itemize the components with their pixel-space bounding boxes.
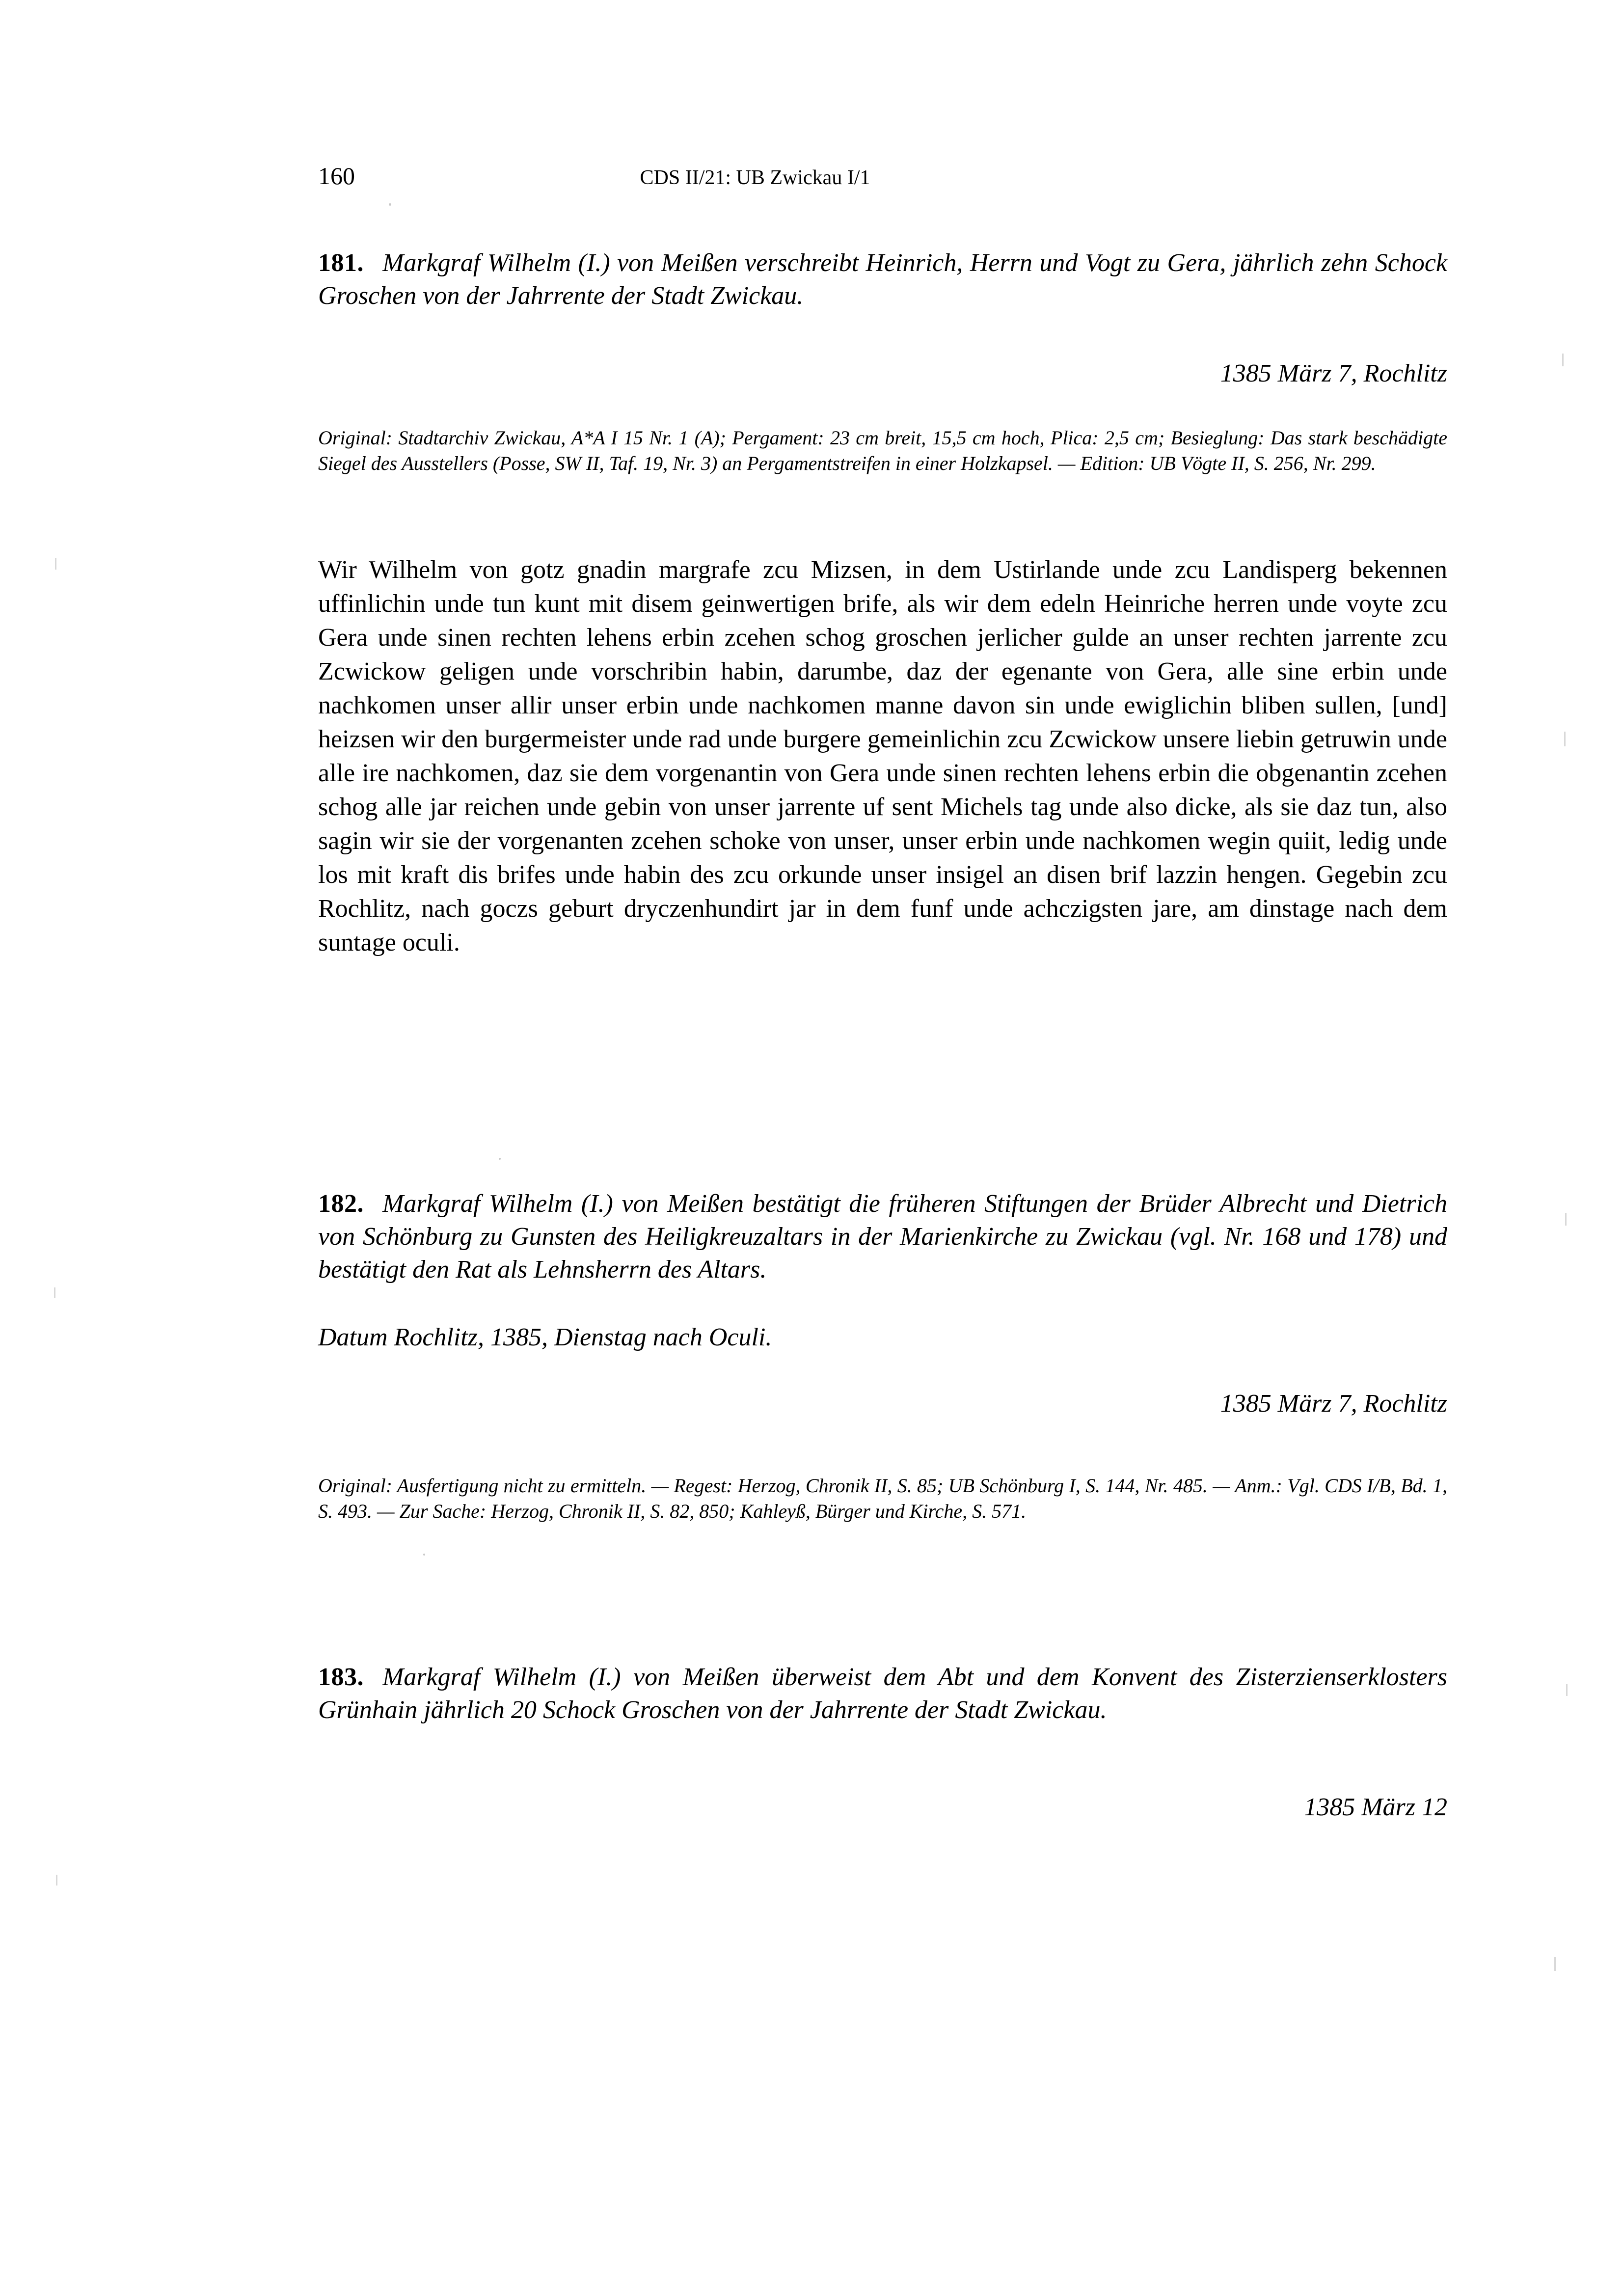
- scan-edge-mark: [1565, 1213, 1567, 1226]
- entry-182-regest-text: Markgraf Wilhelm (I.) von Meißen bestätigt die früheren Stiftungen der Brüder Albrecht und Dietrich von Schönburg zu Gunsten des Heiligkreuzaltars in der Marienkirche zu Zwickau (vgl. Nr. 168 und 178) und bestätigt den Rat als Lehnsherrn des Altars.: [318, 1190, 1447, 1284]
- running-head-title: CDS II/21: UB Zwickau I/1: [640, 166, 870, 189]
- scan-speck: [499, 1158, 501, 1160]
- scan-edge-mark: [55, 558, 56, 570]
- entry-183-dateline: 1385 März 12: [1304, 1793, 1447, 1821]
- scan-edge-mark: [1554, 1957, 1556, 1971]
- entry-183-regest: [318, 1661, 1447, 1726]
- running-head: [318, 161, 1447, 191]
- entry-181-number: 181.: [318, 249, 364, 277]
- entry-181-dateline: 1385 März 7, Rochlitz: [1220, 359, 1447, 387]
- page-number: 160: [318, 162, 355, 190]
- entry-182-regest-datum: Datum Rochlitz, 1385, Dienstag nach Oculi.: [318, 1323, 772, 1351]
- scan-speck: [389, 203, 391, 206]
- scan-edge-mark: [1564, 732, 1566, 746]
- scan-speck: [423, 1554, 425, 1556]
- entry-181-regest: [318, 246, 1447, 312]
- scan-edge-mark: [1566, 1684, 1568, 1696]
- entry-183-regest-text: Markgraf Wilhelm (I.) von Meißen überweist dem Abt und dem Konvent des Zisterzienserklosters Grünhain jährlich 20 Schock Groschen von der Jahrrente der Stadt Zwickau.: [318, 1663, 1447, 1724]
- entry-182-dateline: 1385 März 7, Rochlitz: [1220, 1390, 1447, 1418]
- entry-182-apparatus: Original: Ausfertigung nicht zu ermitteln. — Regest: Herzog, Chronik II, S. 85; UB Schönburg I, S. 144, Nr. 485. — Anm.: Vgl. CDS I/B, Bd. 1, S. 493. — Zur Sache: Herzog, Chronik II, S. 82, 850; Kahleyß, Bürger und Kirche, S. 571.: [318, 1475, 1447, 1522]
- entry-183-number: 183.: [318, 1663, 364, 1691]
- scan-edge-mark: [56, 1875, 57, 1886]
- scan-edge-mark: [54, 1287, 55, 1298]
- scan-edge-mark: [1562, 354, 1564, 366]
- entry-182-regest: [318, 1187, 1447, 1286]
- entry-181-regest-text: Markgraf Wilhelm (I.) von Meißen verschreibt Heinrich, Herrn und Vogt zu Gera, jährlich zehn Schock Groschen von der Jahrrente der Stadt Zwickau.: [318, 249, 1447, 310]
- entry-182-number: 182.: [318, 1190, 364, 1218]
- entry-181-apparatus: Original: Stadtarchiv Zwickau, A*A I 15 Nr. 1 (A); Pergament: 23 cm breit, 15,5 cm hoch, Plica: 2,5 cm; Besieglung: Das stark beschädigte Siegel des Ausstellers (Posse, SW II, Taf. 19, Nr. 3) an Pergamentstreifen in einer Holzkapsel. — Edition: UB Vögte II, S. 256, Nr. 299.: [318, 427, 1447, 474]
- entry-181-body-text: Wir Wilhelm von gotz gnadin margrafe zcu Mizsen, in dem Ustirlande unde zcu Landisperg bekennen uffinlichin unde tun kunt mit disem geinwertigen brife, als wir dem edeln Heinriche herren unde voyte zcu Gera unde sinen rechten lehens erbin zcehen schog groschen jerlicher gulde an unser rechten jarrente zcu Zcwickow geligen unde vorschribin habin, darumbe, daz der egenante von Gera, alle sine erbin unde nachkomen unser allir unser erbin unde nachkomen manne davon sin unde ewiglichin bliben sullen, [und] heizsen wir den burgermeister unde rad unde burgere gemeinlichin zcu Zcwickow unsere liebin getruwin unde alle ire nachkomen, daz sie dem vorgenantin von Gera unde sinen rechten lehens erbin die obgenantin zcehen schog alle jar reichen unde gebin von unser jarrente uf sent Michels tag unde also dicke, als sie daz tun, also sagin wir sie der vorgenanten zcehen schoke von unser, unser erbin unde nachkomen wegin quiit, ledig unde los mit kraft dis brifes unde habin des zcu orkunde unser insigel an disen brif lazzin hengen. Gegebin zcu Rochlitz, nach goczs geburt dryczenhundirt jar in dem funf unde achczigsten jare, am dinstage nach dem suntage oculi.: [318, 556, 1447, 957]
